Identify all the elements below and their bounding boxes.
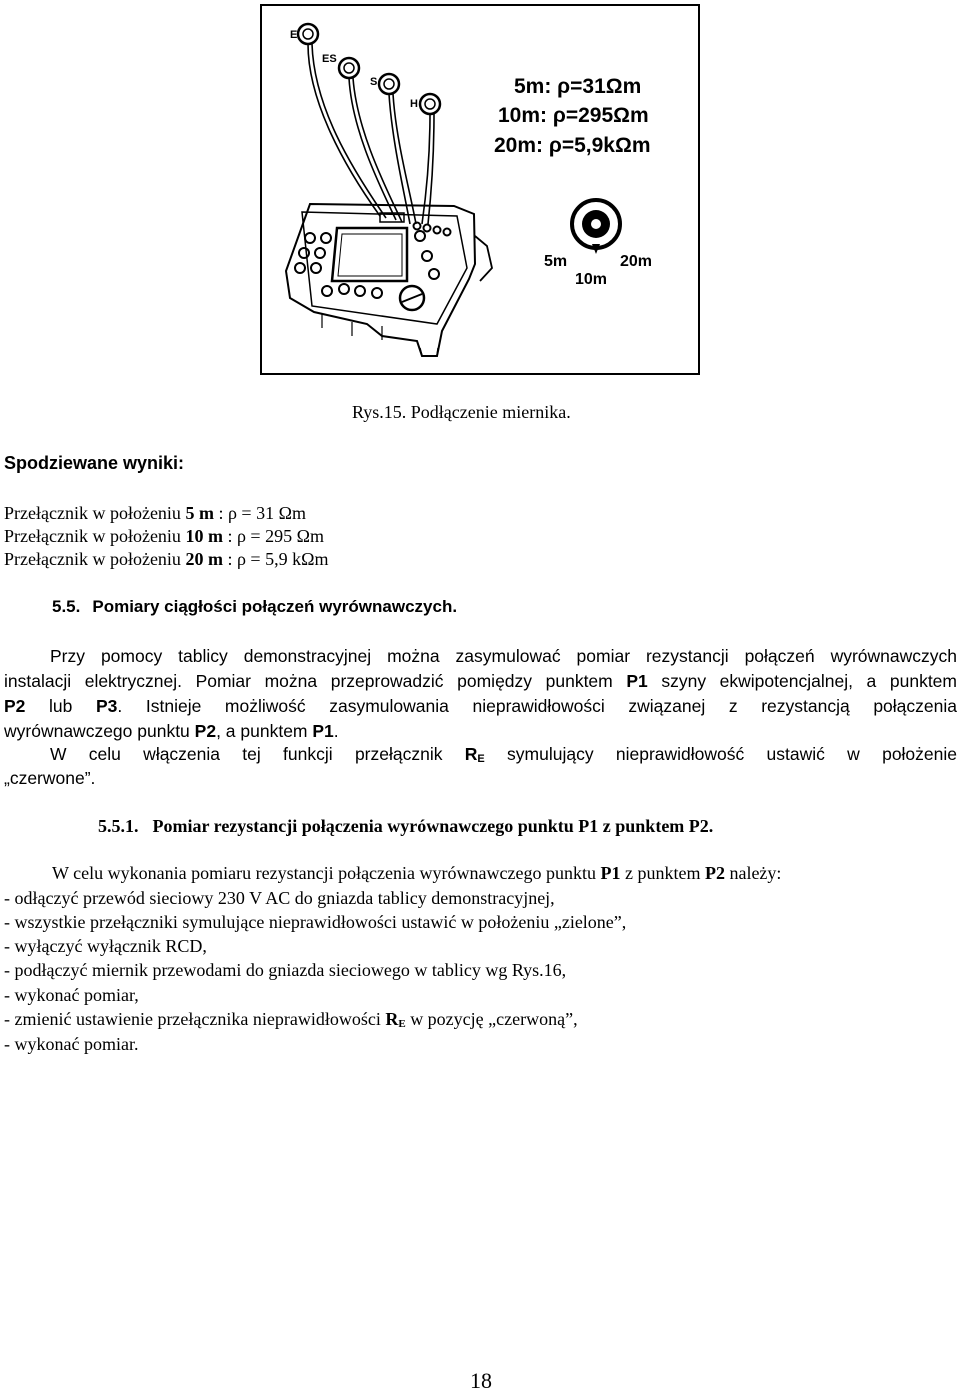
result-value: : ρ = 5,9 kΩm xyxy=(222,549,329,569)
step-item: - wykonać pomiar, xyxy=(4,985,139,1005)
probe-label-es: ES xyxy=(322,53,337,65)
meter-illustration xyxy=(262,6,698,373)
section-title: Pomiar rezystancji połączenia wyrównawczego punktu P1 z punktem P2. xyxy=(152,816,714,836)
point-label: P1 xyxy=(312,721,334,741)
page-number: 18 xyxy=(470,1368,492,1393)
result-value: : ρ = 295 Ωm xyxy=(222,526,324,546)
section-number: 5.5.1. xyxy=(98,816,139,836)
section-5-5-1-intro xyxy=(52,862,781,884)
text-run: szyny ekwipotencjalnej, a punktem xyxy=(647,671,957,691)
expected-result-10m xyxy=(4,525,324,547)
step-item: - podłączyć miernik przewodami do gniazda sieciowego w tablicy wg Rys.16, xyxy=(4,960,567,980)
expected-result-5m xyxy=(4,502,306,524)
text-run: symulujący nieprawidłowość ustawić w położenie xyxy=(484,744,958,764)
probe-label-s: S xyxy=(370,76,378,88)
text-run: . Istnieje możliwość zasymulowania nieprawidłowości związanej z rezystancją połączenia xyxy=(117,696,957,716)
figure-meter-connection xyxy=(260,4,700,375)
step-item: - wszystkie przełączniki symulujące nieprawidłowości ustawić w położeniu „zielone”, xyxy=(4,912,627,932)
text-run: , a punktem xyxy=(216,721,313,741)
probe-wires xyxy=(308,44,434,224)
text-run: W celu wykonania pomiaru rezystancji połączenia wyrównawczego punktu xyxy=(52,863,601,883)
text-run: należy: xyxy=(724,863,782,883)
point-label: P1 xyxy=(600,863,621,883)
result-prefix: Przełącznik w położeniu xyxy=(4,526,186,546)
section-number: 5.5. xyxy=(52,597,81,616)
expected-result-20m xyxy=(4,548,328,570)
text-run: - zmienić ustawienie przełącznika nieprawidłowości xyxy=(4,1009,386,1029)
switch-symbol: R xyxy=(385,1009,399,1029)
result-prefix: Przełącznik w położeniu xyxy=(4,503,186,523)
result-position: 20 m xyxy=(185,549,223,569)
reading-20m: 20m: ρ=5,9kΩm xyxy=(494,134,651,157)
text-run: . xyxy=(333,721,339,741)
text-run: wyrównawczego punktu xyxy=(4,721,195,741)
range-switch-knob xyxy=(572,200,620,254)
meter-body xyxy=(286,204,492,356)
point-label: P1 xyxy=(626,671,648,691)
result-position: 5 m xyxy=(185,503,214,523)
text-run: lub xyxy=(25,696,96,716)
switch-label-10m: 10m xyxy=(575,271,608,288)
point-label: P2 xyxy=(704,863,725,883)
probe-terminal-s xyxy=(379,74,399,94)
section-5-5-heading xyxy=(52,596,457,618)
section-title: Pomiary ciągłości połączeń wyrównawczych. xyxy=(92,597,458,616)
text-run: w pozycję „czerwoną”, xyxy=(405,1009,578,1029)
probe-label-h: H xyxy=(410,98,418,110)
reading-5m: 5m: ρ=31Ωm xyxy=(514,75,642,98)
result-value: : ρ = 31 Ωm xyxy=(213,503,306,523)
switch-subscript: E xyxy=(398,1018,406,1030)
point-label: P2 xyxy=(194,721,217,741)
section-5-5-1-heading xyxy=(98,815,713,837)
section-5-5-p1-line1: Przy pomocy tablicy demonstracyjnej można zasymulować pomiar rezystancji połączeń wyrównawczych xyxy=(50,646,957,666)
switch-symbol: R xyxy=(464,744,478,764)
step-item xyxy=(4,1008,578,1030)
probe-label-e: E xyxy=(290,29,298,41)
step-item: - wyłączyć wyłącznik RCD, xyxy=(4,936,207,956)
switch-subscript: E xyxy=(477,753,485,765)
text-run: W celu włączenia tej funkcji przełącznik xyxy=(50,744,465,764)
section-5-5-p1-line4 xyxy=(4,720,957,743)
probe-terminal-h xyxy=(420,94,440,114)
point-label: P3 xyxy=(95,696,118,716)
point-label: P2 xyxy=(4,696,26,716)
section-5-5-p2-line2: „czerwone”. xyxy=(4,768,96,788)
figure-caption: Rys.15. Podłączenie miernika. xyxy=(352,402,571,422)
section-5-5-p1-line3 xyxy=(4,695,957,718)
result-prefix: Przełącznik w położeniu xyxy=(4,549,186,569)
probe-terminal-e xyxy=(298,24,318,44)
text-run: instalacji elektrycznej. xyxy=(4,671,182,691)
switch-label-5m: 5m xyxy=(544,253,568,270)
step-item: - wykonać pomiar. xyxy=(4,1034,139,1054)
result-position: 10 m xyxy=(185,526,223,546)
section-5-5-p2-line1 xyxy=(4,743,957,766)
text-run: Pomiar można przeprowadzić pomiędzy punktem xyxy=(181,671,627,691)
probe-terminal-es xyxy=(339,58,359,78)
reading-10m: 10m: ρ=295Ωm xyxy=(498,104,649,127)
step-item: - odłączyć przewód sieciowy 230 V AC do gniazda tablicy demonstracyjnej, xyxy=(4,888,555,908)
text-run: z punktem xyxy=(620,863,705,883)
expected-results-heading: Spodziewane wyniki: xyxy=(4,453,185,473)
section-5-5-p1-line2 xyxy=(4,670,957,693)
switch-label-20m: 20m xyxy=(620,253,653,270)
